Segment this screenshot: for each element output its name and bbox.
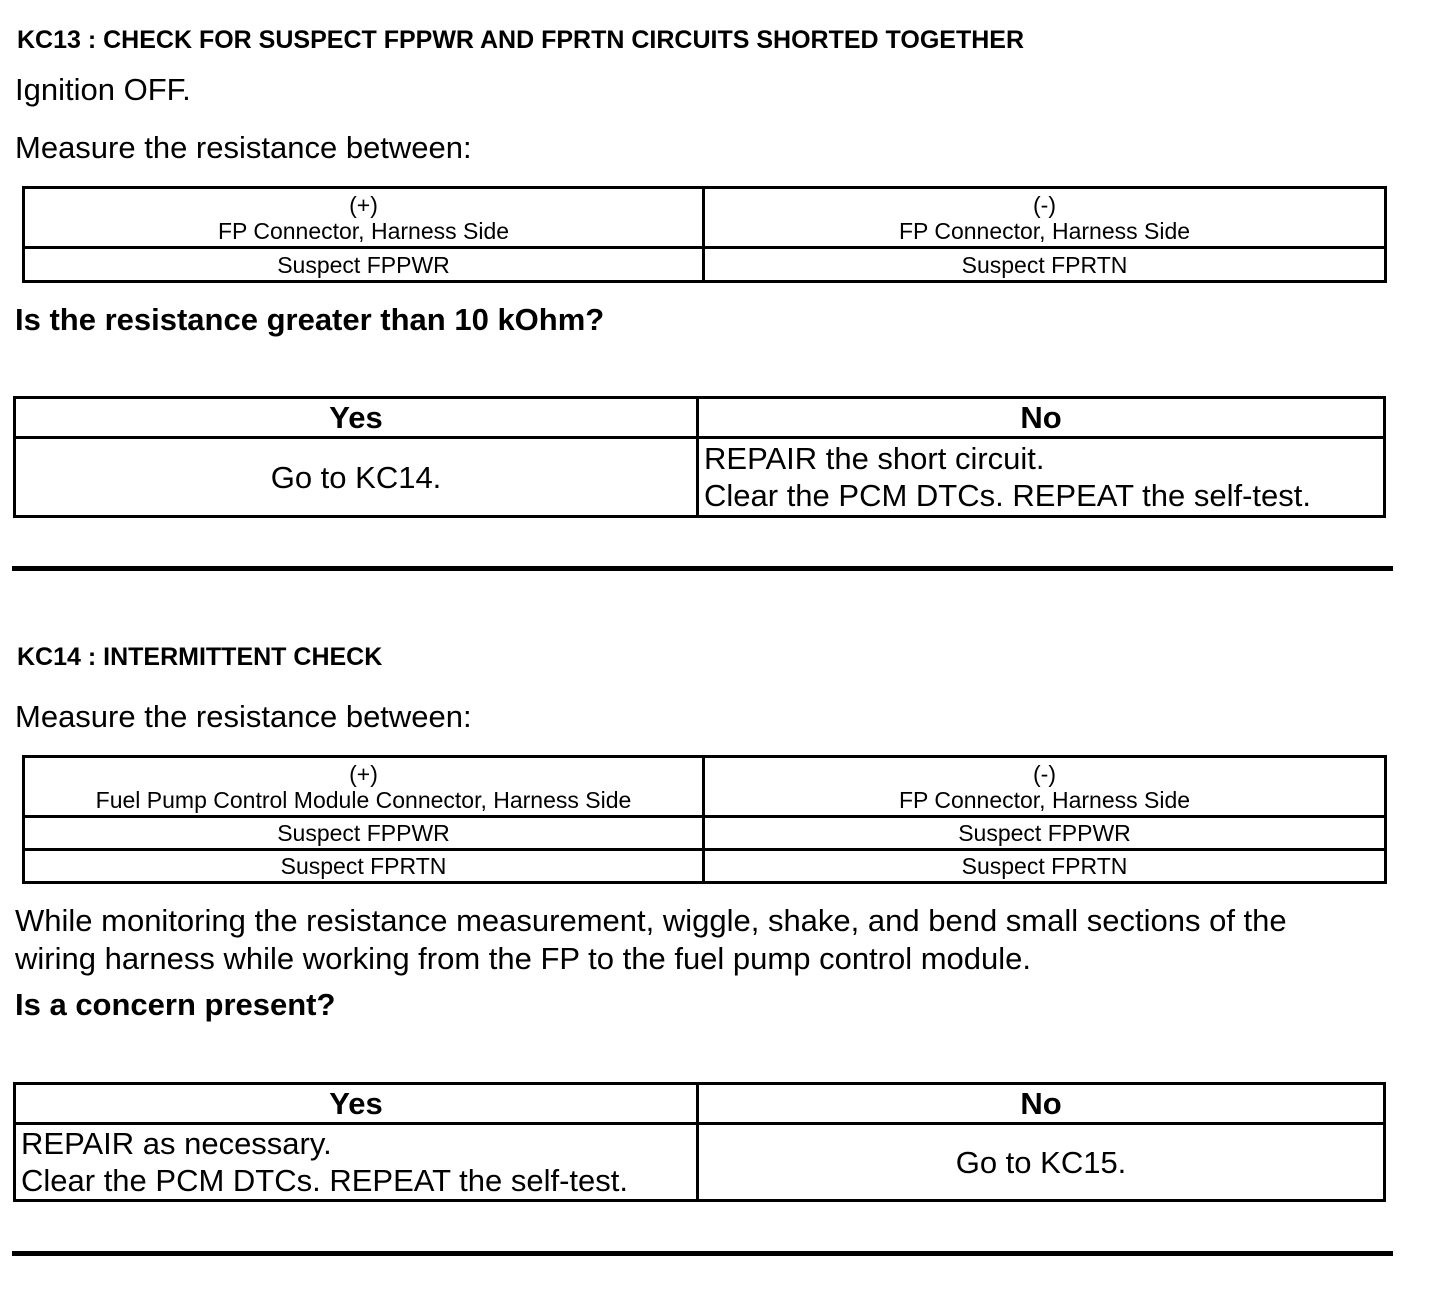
kc13-heading: KC13 : CHECK FOR SUSPECT FPPWR AND FPRTN CIRCUITS SHORTED TOGETHER <box>17 26 1024 54</box>
minus-location: FP Connector, Harness Side <box>898 217 1191 244</box>
minus-column-header <box>704 757 1386 817</box>
answer-row <box>15 438 1385 517</box>
minus-cell: Suspect FPRTN <box>704 248 1386 282</box>
kc14-instruction-line: While monitoring the resistance measurement, wiggle, shake, and bend small sections of the <box>15 903 1287 938</box>
minus-location: FP Connector, Harness Side <box>898 786 1191 813</box>
kc14-step-measure: Measure the resistance between: <box>15 699 472 734</box>
no-action-line: Clear the PCM DTCs. REPEAT the self-test. <box>704 478 1311 513</box>
table-header-row <box>24 757 1386 817</box>
minus-column-header <box>704 188 1386 248</box>
plus-cell: Suspect FPPWR <box>24 817 704 850</box>
kc13-step-measure: Measure the resistance between: <box>15 130 472 165</box>
minus-symbol: (-) <box>1033 760 1056 787</box>
kc14-measurement-table <box>22 755 1387 884</box>
table-header-row <box>24 188 1386 248</box>
answer-header-row <box>15 1084 1385 1124</box>
yes-action: Go to KC14. <box>15 438 698 517</box>
answer-row <box>15 1124 1385 1201</box>
kc13-measurement-table <box>22 186 1387 283</box>
plus-location: FP Connector, Harness Side <box>217 217 510 244</box>
plus-symbol: (+) <box>349 760 378 787</box>
yes-header: Yes <box>15 1084 698 1124</box>
yes-action-line: REPAIR as necessary. <box>21 1126 332 1161</box>
yes-action-line: Clear the PCM DTCs. REPEAT the self-test. <box>21 1163 628 1198</box>
table-row <box>24 850 1386 883</box>
yes-header: Yes <box>15 398 698 438</box>
section-divider <box>12 1251 1393 1256</box>
minus-cell: Suspect FPPWR <box>704 817 1386 850</box>
table-row <box>24 248 1386 282</box>
minus-symbol: (-) <box>1033 191 1056 218</box>
no-action <box>698 438 1385 517</box>
table-row <box>24 817 1386 850</box>
kc13-question: Is the resistance greater than 10 kOhm? <box>15 302 605 337</box>
no-header: No <box>698 1084 1385 1124</box>
no-action-line: REPAIR the short circuit. <box>704 441 1045 476</box>
plus-cell: Suspect FPPWR <box>24 248 704 282</box>
plus-column-header <box>24 188 704 248</box>
plus-cell: Suspect FPRTN <box>24 850 704 883</box>
minus-cell: Suspect FPRTN <box>704 850 1386 883</box>
answer-header-row <box>15 398 1385 438</box>
yes-action <box>15 1124 698 1201</box>
no-action: Go to KC15. <box>698 1124 1385 1201</box>
kc14-question: Is a concern present? <box>15 987 336 1022</box>
kc14-heading: KC14 : INTERMITTENT CHECK <box>17 643 383 671</box>
no-header: No <box>698 398 1385 438</box>
plus-symbol: (+) <box>349 191 378 218</box>
kc14-answer-table <box>13 1082 1386 1202</box>
kc14-instruction-line: wiring harness while working from the FP to the fuel pump control module. <box>15 941 1032 976</box>
kc13-step-ignition: Ignition OFF. <box>15 72 191 107</box>
section-divider <box>12 566 1393 571</box>
kc13-answer-table <box>13 396 1386 518</box>
plus-column-header <box>24 757 704 817</box>
plus-location: Fuel Pump Control Module Connector, Harness Side <box>95 786 632 813</box>
